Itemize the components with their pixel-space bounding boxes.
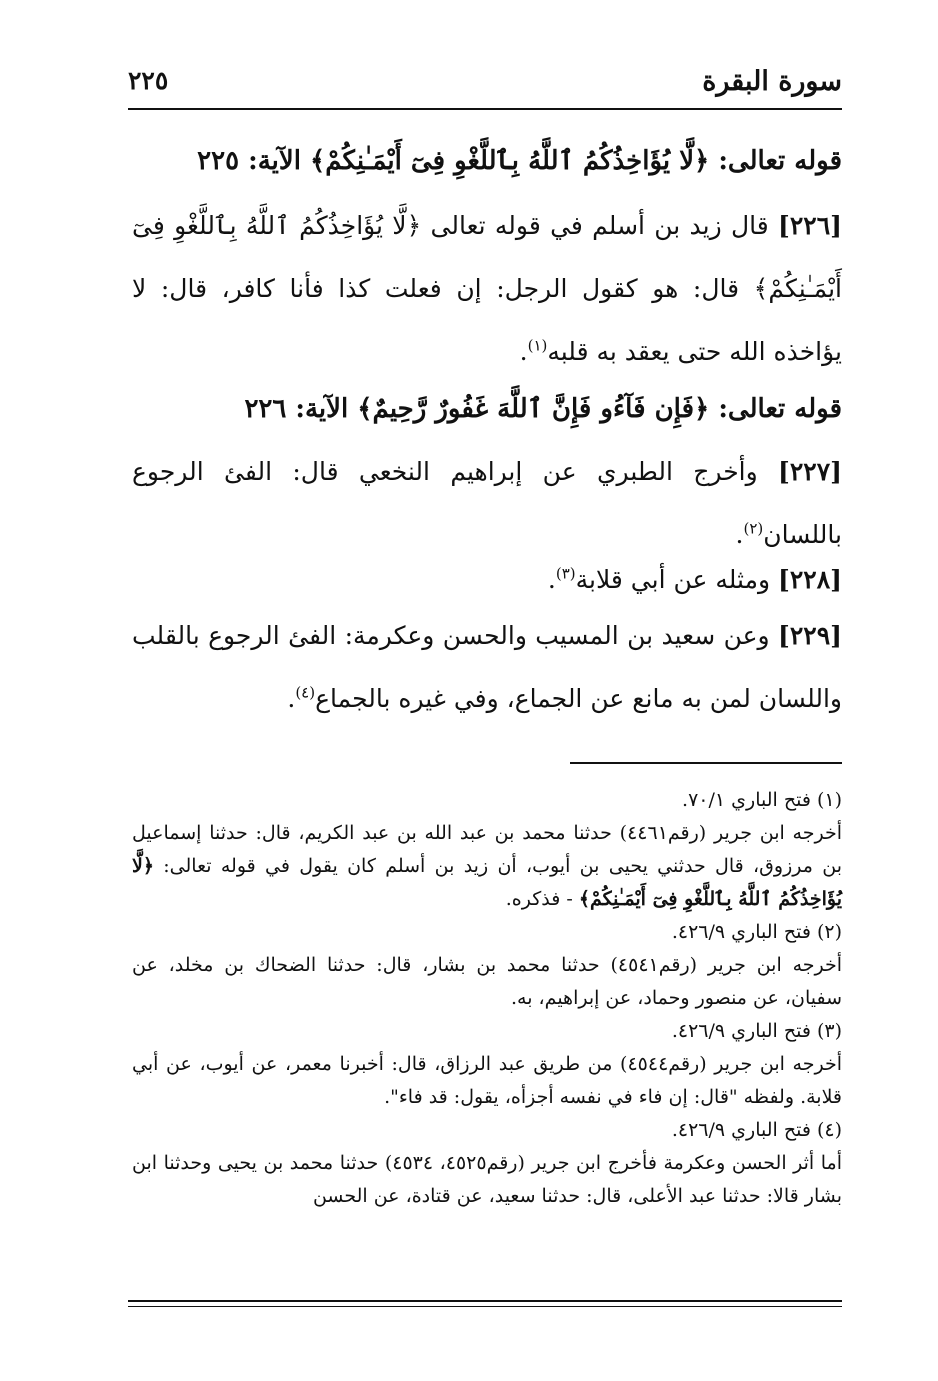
bottom-rule-thin xyxy=(128,1306,842,1307)
paragraph-number: [٢٢٨] xyxy=(778,565,842,594)
footnote-1-text-b: - فذكره. xyxy=(505,888,573,910)
footnote-3-text: أخرجه ابن جرير (رقم٤٥٤٤) من طريق عبد الرزاق، قال: أخبرنا معمر، عن أيوب، عن أبي قلابة. ولفظه "قال: إن فاء في نفسه أجزأه، يقول: قد فاء". xyxy=(132,1053,842,1108)
heading-ayah: الآية: ٢٢٥ xyxy=(197,146,301,176)
footnote-1-verse: ﴿لَّا يُؤَاخِذُكُمُ ٱللَّهُ بِٱللَّغْوِ فِىٓ أَيْمَـٰنِكُمْ﴾ xyxy=(132,855,842,910)
footnote-4-ref: (٤) فتح الباري ٤٢٦/٩. xyxy=(671,1119,842,1141)
paragraph-text: وأخرج الطبري عن إبراهيم النخعي قال: الفئ الرجوع باللسان xyxy=(132,457,842,549)
section-heading-225 xyxy=(132,140,842,182)
footnote-4-text: أما أثر الحسن وعكرمة فأخرج ابن جرير (رقم٤٥٢٥، ٤٥٣٤) حدثنا محمد بن يحيى وحدثنا ابن بشار قالا: حدثنا عبد الأعلى، قال: حدثنا سعيد، عن قتادة، عن الحسن xyxy=(132,1152,843,1207)
footnote-1-text xyxy=(132,817,842,916)
paragraph-text: قال زيد بن أسلم في قوله تعالى ﴿لَّا يُؤَاخِذُكُمُ ٱللَّهُ بِٱللَّغْوِ فِىٓ أَيْمَـٰنِكُمْ﴾ قال: هو كقول الرجل: إن فعلت كذا فأنا كافر، قال: لا يؤاخذه الله حتى يعقد به قلبه xyxy=(132,211,842,366)
surah-title: سورة البقرة xyxy=(702,66,842,97)
header-rule xyxy=(128,108,842,110)
section-heading-226 xyxy=(132,388,842,430)
running-header xyxy=(128,64,842,104)
heading-verse: ﴿فَإِن فَآءُو فَإِنَّ ٱللَّهَ غَفُورٌ رَّحِيمٌ﴾ xyxy=(357,394,710,424)
bottom-rule xyxy=(128,1300,842,1302)
footnote-1-text-a: أخرجه ابن جرير (رقم٤٤٦١) حدثنا محمد بن عبد الله بن عبد الكريم، قال: حدثنا إسماعيل بن مرزوق، قال حدثني يحيى بن أيوب، أن زيد بن أسلم كان يقول في قوله تعالى: xyxy=(132,822,842,877)
paragraph-number: [٢٢٦] xyxy=(778,211,842,240)
footnote-marker: (٢) xyxy=(743,519,764,538)
paragraph-number: [٢٢٩] xyxy=(778,621,842,650)
footnotes xyxy=(132,784,842,1213)
footnote-marker: (١) xyxy=(527,336,548,355)
paragraph-number: [٢٢٧] xyxy=(778,457,843,486)
footnote-separator xyxy=(570,762,842,764)
footnote-marker: (٤) xyxy=(295,683,316,702)
heading-prefix: قوله تعالى: xyxy=(718,146,842,176)
footnote-1-ref: (١) فتح الباري ٧٠/١. xyxy=(682,789,842,811)
paragraph-text: ومثله عن أبي قلابة xyxy=(575,565,771,594)
paragraph-226 xyxy=(132,194,842,383)
heading-prefix: قوله تعالى: xyxy=(718,394,842,424)
paragraph-end: . xyxy=(547,565,556,594)
paragraph-text: وعن سعيد بن المسيب والحسن وعكرمة: الفئ الرجوع بالقلب واللسان لمن به مانع عن الجماع، وفي غيره بالجماع xyxy=(132,621,842,713)
paragraph-end: . xyxy=(287,684,296,713)
paragraph-end: . xyxy=(519,337,528,366)
footnote-2-ref: (٢) فتح الباري ٤٢٦/٩. xyxy=(671,921,842,943)
footnote-3-ref: (٣) فتح الباري ٤٢٦/٩. xyxy=(671,1020,842,1042)
footnote-marker: (٣) xyxy=(555,564,576,583)
page-number: ٢٢٥ xyxy=(128,66,169,95)
paragraph-end: . xyxy=(735,520,744,549)
heading-ayah: الآية: ٢٢٦ xyxy=(244,394,349,424)
footnote-2-text: أخرجه ابن جرير (رقم٤٥٤١) حدثنا محمد بن بشار، قال: حدثنا الضحاك بن مخلد، عن سفيان، عن منصور وحماد، عن إبراهيم، به. xyxy=(132,954,843,1009)
paragraph-228 xyxy=(132,548,842,611)
heading-verse: ﴿لَّا يُؤَاخِذُكُمُ ٱللَّهُ بِٱللَّغْوِ فِىٓ أَيْمَـٰنِكُمْ﴾ xyxy=(310,146,710,176)
paragraph-229 xyxy=(132,604,842,730)
